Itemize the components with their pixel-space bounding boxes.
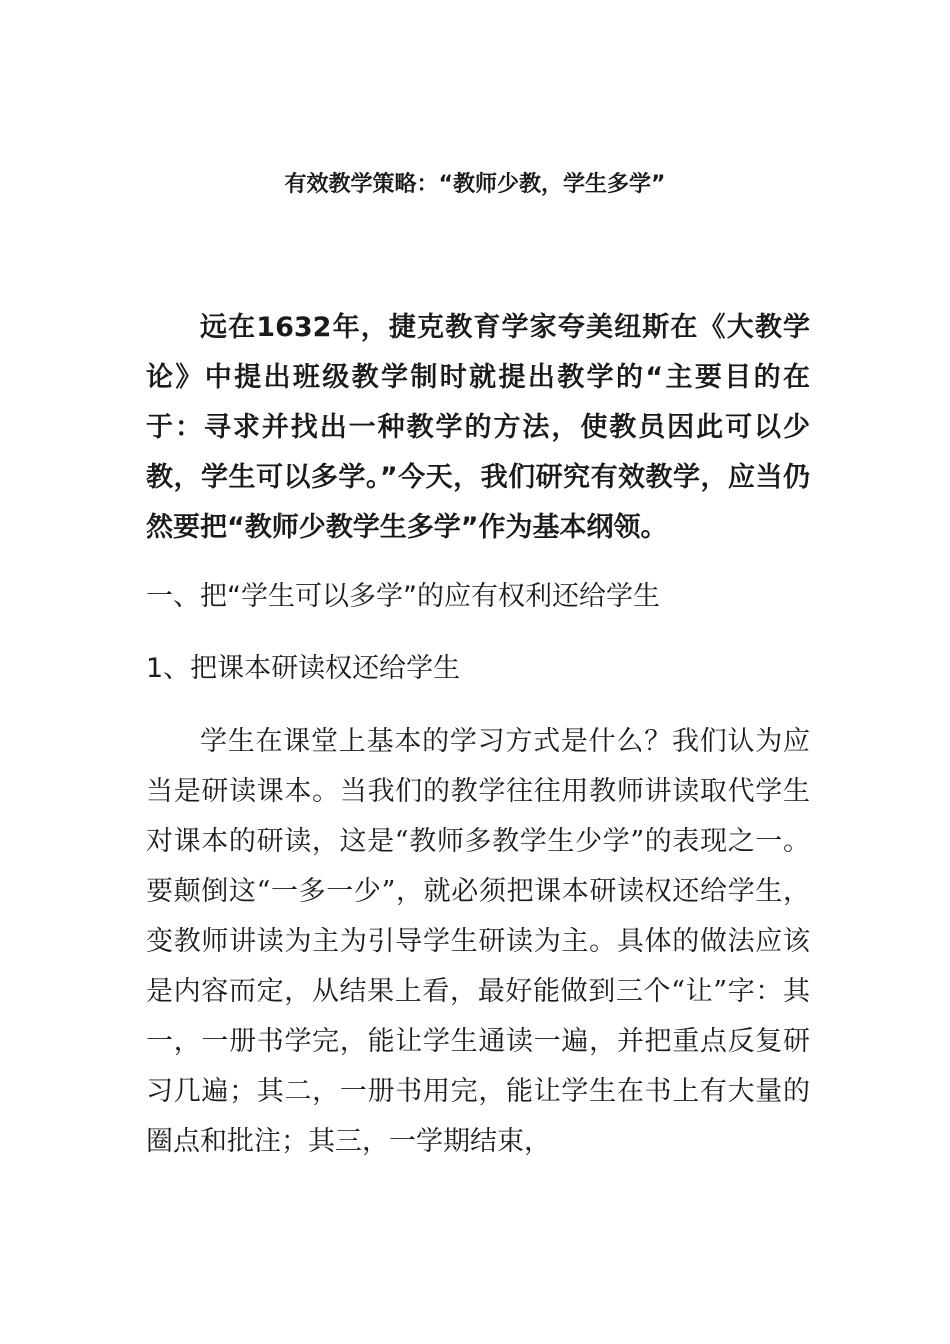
document-title: 有效教学策略：“教师少教，学生多学” [284,172,666,197]
body-paragraph: 学生在课堂上基本的学习方式是什么？我们认为应当是研读课本。当我们的教学往往用教师讲读取代学生对课本的研读，这是“教师多教学生少学”的表现之一。要颠倒这“一多一少”，就必须把课本研读权还给学生，变教师讲读为主为引导学生研读为主。具体的做法应该是内容而定，从结果上看，最好能做到三个“让”字：其一，一册书学完，能让学生通读一遍，并把重点反复研习几遍；其二，一册书用完，能让学生在书上有大量的圈点和批注；其三，一学期结束， [146,726,810,1157]
section-heading: 一、把“学生可以多学”的应有权利还给学生 [146,581,660,612]
subsection-heading: 1、把课本研读权还给学生 [146,653,461,684]
intro-paragraph: 远在1632年，捷克教育学家夸美纽斯在《大教学论》中提出班级教学制时就提出教学的“主要目的在于：寻求并找出一种教学的方法，使教员因此可以少教，学生可以多学。”今天，我们研究有效教学，应当仍然要把“教师少教学生多学”作为基本纲领。 [146,312,810,543]
